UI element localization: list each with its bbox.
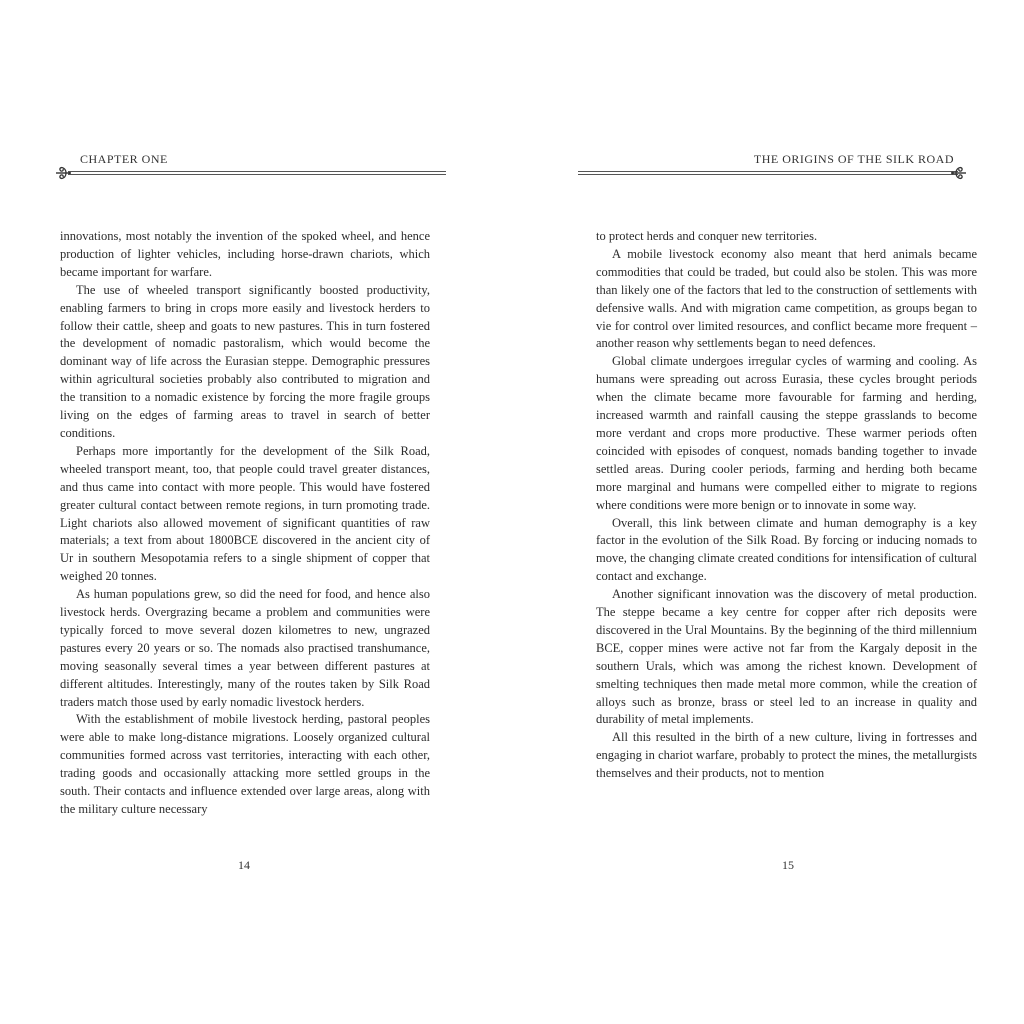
- paragraph: With the establishment of mobile livestock herding, pastoral peoples were able to make long-distance migrations. Loosely organized cultural communities formed across vast territories, interacting with each other, trading goods and occasionally attacking more settled groups in the south. Their contacts and influence extended over large areas, along with the military culture necessary: [60, 712, 430, 816]
- paragraph: Another significant innovation was the discovery of metal production. The steppe became a key centre for copper after rich deposits were discovered in the Ural Mountains. By the beginning of the third millennium BCE, copper mines were active not far from the Kargaly deposit in the southern Urals, which was among the richest known. Development of smelting techniques then made metal more common, while the creation of alloys such as bronze, brass or steel led to an increase in quality and durability of metal implements.: [596, 587, 977, 727]
- paragraph: All this resulted in the birth of a new culture, living in fortresses and engaging in chariot warfare, probably to protect the mines, the metallurgists themselves and their products, not to mention: [596, 730, 977, 781]
- paragraph: Global climate undergoes irregular cycles of warming and cooling. As humans were spreading out across Eurasia, these cycles brought periods when the climate became more favourable for farming and herding, increased warmth and rainfall causing the steppe grasslands to become more verdant and crops more productive. These warmer periods often coincided with episodes of conquest, nomads banding together to invade settled areas. During cooler periods, farming and herding both became more marginal and humans were compelled either to migrate to regions where conditions were more benign or to innovate in some way.: [596, 354, 977, 512]
- paragraph: The use of wheeled transport significantly boosted productivity, enabling farmers to bring in crops more easily and livestock herders to follow their cattle, sheep and goats to new pastures. This in turn fostered the development of nomadic pastoralism, which would become the dominant way of life across the Eurasian steppe. Demographic pressures within agricultural societies probably also contributed to migration and the transition to a nomadic existence by forcing the more fragile groups living on the edges of farming areas to travel in search of better conditions.: [60, 282, 430, 440]
- paragraph: Perhaps more importantly for the development of the Silk Road, wheeled transport meant, too, that people could travel greater distances, and thus came into contact with more people. This would have fostered greater cultural contact between remote regions, in turn promoting trade. Light chariots also allowed movement of significant quantities of raw materials; a text from about 1800BCE discovered in the ancient city of Ur in southern Mesopotamia refers to a single shipment of copper that weighed 20 tonnes.: [60, 443, 430, 584]
- paragraph: innovations, most notably the invention of the spoked wheel, and hence production of lighter vehicles, including horse-drawn chariots, which became important for warfare.: [60, 229, 430, 279]
- body-text: [60, 228, 430, 819]
- page-number: 15: [782, 858, 794, 872]
- paragraph: A mobile livestock economy also meant that herd animals became commodities that could be traded, but could also be stolen. This was more than likely one of the factors that led to the construction of settlements with defensive walls. And with migration came competition, as groups began to vie for control over limited resources, and conflict became more frequent – another reason why settlements began to need defences.: [596, 246, 977, 351]
- paragraph: As human populations grew, so did the need for food, and hence also livestock herds. Overgrazing became a problem and communities were typically forced to move several dozen kilometres to new, ungrazed pastures every 20 years or so. The nomads also practised transhumance, moving seasonally several times a year between different pastures at different altitudes. Interestingly, many of the routes taken by Silk Road traders match those used by early nomadic livestock herders.: [60, 587, 430, 709]
- fleuron-right-icon: [950, 163, 968, 183]
- body-text: [596, 228, 977, 783]
- header-rule: [68, 171, 446, 175]
- header-rule: [578, 171, 958, 175]
- running-head: CHAPTER ONE: [80, 152, 168, 166]
- paragraph: to protect herds and conquer new territories.: [596, 229, 818, 243]
- right-page: [512, 0, 1024, 1024]
- page-number: 14: [238, 858, 250, 872]
- running-head: THE ORIGINS OF THE SILK ROAD: [753, 152, 954, 166]
- paragraph: Overall, this link between climate and human demography is a key factor in the evolution of the Silk Road. By forcing or inducing nomads to move, the changing climate created conditions for intensification of cultural contact and exchange.: [596, 515, 977, 584]
